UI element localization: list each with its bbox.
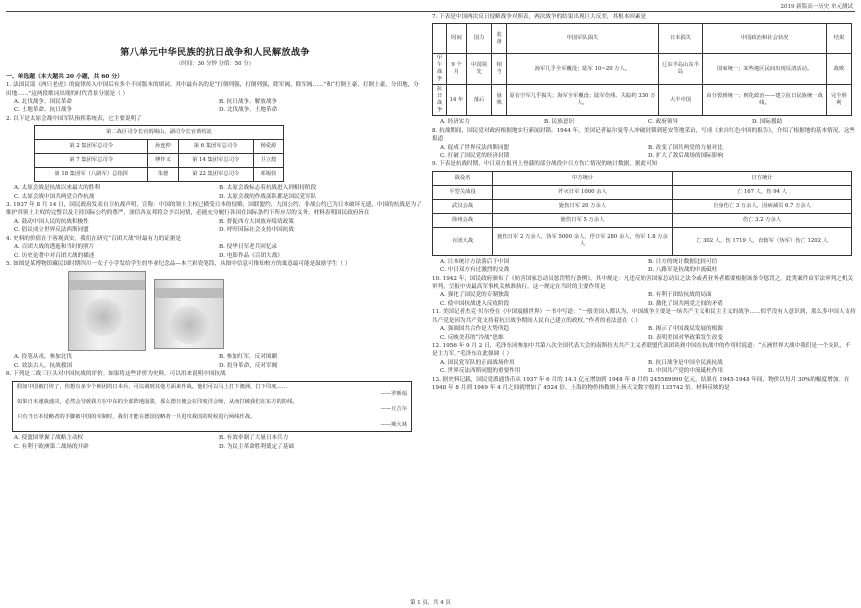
brush-pot-image (68, 271, 146, 351)
option-a: A. 强调国共合作是大势所趋 (440, 326, 510, 333)
table-header-row (433, 171, 852, 185)
table-header (433, 24, 447, 54)
option-b: B. 日方的统计数据比较可信 (648, 258, 718, 265)
quote-text: 只有当日本侵略者的手脚被中国的牵制时，我们才能在德国侵略者一旦进攻我国的时候进行两线作战。 (17, 413, 256, 420)
option-b: B. 有效牵制了大量日本兵力 (219, 435, 289, 442)
option-a: A. 日本统计方法落后于中国 (440, 258, 510, 265)
table-row (35, 140, 284, 154)
question-7 (432, 13, 856, 127)
option-b: B. 改变了国共两党的力量对比 (648, 144, 723, 151)
table-cell: 朱德 (148, 168, 178, 182)
table-cell: 9 个月 (447, 54, 467, 85)
question-stem: 8. 抗战期间，国民党对政府根据地实行新闻封锁。1944 年，美国记者福尔曼等人冲破封锁到延安等地采访，写成《来自红色中国的报告》，介绍了根据地的基本情况。这些报道 (432, 127, 856, 143)
casualty-table (432, 171, 852, 256)
table-cell: 卫立煌 (253, 154, 283, 168)
option-c: C. 打破了国民党的经济封锁 (440, 153, 510, 160)
table-cell: 武汉会战 (433, 199, 493, 213)
table-header: 战役名 (433, 171, 493, 185)
question-stem: 12. 1956 年 9 月 2 日，毛泽东同参加中共第八次全国代表大会的南斯拉夫共产主义者联盟代表团谈到中国在抗战中的作用时说道：“五洲世界大战中我们是一个支队，不是主力军。”毛泽东在此强调（ ） (432, 342, 851, 358)
question-stem: 11. 美国记者杰克·贝尔登在《中国震撼世界》一书中写道：“一般美国人都认为，中国战争主要是一场共产主义和民主主义的战争……似乎没有人意识到，那么多中国人支持共产党是因为共产党支持着抗日战争期间人民自己建立的政权。”作者的看法意在（ ） (432, 309, 856, 324)
option-c: C. 倡议成立世界反法西斯同盟 (14, 227, 89, 234)
option-a: A. 经济实力 (440, 119, 470, 126)
table-cell: 杨爱源 (253, 140, 283, 154)
question-stem: 3. 1937 年 8 月 14 日，国民政府发表自卫抗战声明，宣称：中国的领土主权已横受日本的侵略，国联盟约、九国公约、非战公约已为日本破坏无遗，中国的抗战是为了维护其领土主权的完整以及主持国际公约的尊严，深信各友邦将会予以同情，必能充分履行各国在国际条约下所应尽的义务。材料表明国民政府旨在 (6, 202, 422, 217)
table-cell: 毙伤日军 5 万余人 (493, 213, 673, 227)
command-table (34, 125, 284, 182)
option-a: A. 使盟国掌握了战略主动权 (14, 435, 84, 442)
table-cell: 邓锡侯 (253, 168, 283, 182)
quote-source: ——丘吉尔 (380, 406, 407, 413)
table-cell: 悬殊 (492, 85, 507, 116)
question-8 (432, 127, 856, 161)
table-row (35, 154, 284, 168)
question-stem: 10. 1942 年，国民政府颁布了《妨害国家总动员惩罚暂行条例》，其中规定：凡违反妨害国家总动员之法令或者业务者都要根据该条令惩罚之。此类案件由军法审判之机关审判，呈报中央最高军事机关核准执行。这一规定在当时的主要作用是 (432, 275, 854, 291)
table-cell: 甲午战争 (433, 54, 447, 85)
table-cell: 第 14 集团军总司令 (178, 154, 253, 168)
table-header: 中国政治和社会状况 (703, 24, 827, 54)
table-cell: 第 2 集团军总司令 (35, 140, 148, 154)
table-header: 装备 (492, 24, 507, 54)
option-c: C. 土地革命、抗日战争 (14, 107, 72, 114)
question-2 (6, 115, 424, 201)
war-comparison-table (432, 23, 852, 116)
table-header: 中国军队损失 (507, 24, 658, 54)
option-c: C. 世界反法西斯同盟的重要作用 (440, 368, 521, 375)
table-title: 第二战区司令长官阎锡山、副司令长官黄绍竑 (35, 126, 284, 140)
table-cell: 徐州会战 (433, 213, 493, 227)
option-d: D. 表明美国对华政策发生改变 (648, 334, 723, 341)
table-header: 中方统计 (493, 171, 673, 185)
table-cell: 由分裂到统一；则化政治——建立抗日民族统一战线。 (703, 85, 827, 116)
option-b: B. 揭示了中国战局发展的根源 (648, 326, 723, 333)
table-row (433, 213, 852, 227)
option-d: D. 中国共产党的中流砥柱作用 (648, 368, 723, 375)
question-3 (6, 201, 424, 235)
table-cell: 孙连仲 (148, 140, 178, 154)
option-c: C. 使中国抗战进入反攻阶段 (440, 300, 510, 307)
option-c: C. 反映美苏的“冷战”思维 (440, 334, 504, 341)
brush-pot-image (154, 279, 224, 349)
table-row (433, 54, 852, 85)
table-cell: 海军几乎全军覆没；陆军 10~20 万人。 (507, 54, 658, 85)
question-10 (432, 275, 856, 309)
option-a: A. 促成了世界反法西斯同盟 (440, 144, 510, 151)
quote-box (12, 381, 412, 433)
option-b: B. 督促西方大国放弃绥靖政策 (219, 218, 294, 225)
table-cell: 亡 167 人，伤 94 人 (673, 185, 852, 199)
question-4 (6, 235, 424, 260)
option-a: A. 北伐战争、国民革命 (14, 99, 72, 106)
exam-title: 第八单元中华民族的抗日战争和人民解放战争 (120, 47, 310, 58)
table-cell: 百团大战 (433, 227, 493, 255)
table-cell: 平型关战役 (433, 185, 493, 199)
option-d: D. 为民主革命胜利奠定了基础 (219, 443, 294, 450)
table-cell: 完全胜利 (826, 85, 851, 116)
option-c: C. 有利于欧洲第二战场的开辟 (14, 443, 89, 450)
table-header: 时间 (447, 24, 467, 54)
table-row (35, 168, 284, 182)
table-row (433, 85, 852, 116)
question-stem: 13. 据史料记载，国民党派通货币从 1937 年 6 月的 14.1 亿元增加到 1948 年 8 月的 245589990 亿元，结果在 1945-1948 年间，物价以每月 30%的幅度增加。在 1948 年 8 月到 1949 年 4 月之间就增加了 4524 倍，上海的物价指数则上扬天文数字般的 135742 倍。材料反映的是 (432, 376, 850, 391)
table-cell: 自身伤亡 3 万余人，因病减员 6.7 万余人 (673, 199, 852, 213)
table-cell: 中国领先 (467, 54, 492, 85)
table-cell: 抗日战争 (433, 85, 447, 116)
table-cell: 伤亡 3.2 万余人 (673, 213, 852, 227)
table-cell: 原有空军几乎损失；海军全军覆没；陆军伤残、失踪约 330 万人。 (507, 85, 658, 116)
option-d: D. 激化了国共两党之间的矛盾 (648, 300, 723, 307)
option-d: D. 投身革命，反对军阀 (219, 362, 278, 369)
option-c: C. 效法古人，抗战救国 (14, 362, 72, 369)
table-row (433, 199, 852, 213)
option-d: D. 北伐战争、土地革命 (219, 107, 278, 114)
table-row (433, 227, 852, 255)
table-header: 结果 (826, 24, 851, 54)
section-heading: 一、单选题（本大题共 20 小题，共 60 分） (6, 73, 123, 80)
option-b: B. 参加红军，反对围剿 (219, 354, 278, 361)
quote-source: ——罗斯福 (380, 391, 407, 398)
option-b: B. 有利于团结抗战的局面 (648, 292, 712, 299)
table-cell: 第 22 集团军总司令 (178, 168, 253, 182)
question-1 (6, 81, 424, 115)
table-header: 日方统计 (673, 171, 852, 185)
option-b: B. 侵华日军老兵回忆录 (219, 244, 278, 251)
option-c: C. 中日双方有过激烈的交战 (440, 267, 510, 274)
option-b: B. 抗日战争、解放战争 (219, 99, 278, 106)
option-b: B. 民族意识 (544, 119, 575, 126)
table-cell: 落后 (467, 85, 492, 116)
exam-subtitle: （时间：30 分钟 分值：50 分） (175, 61, 255, 68)
option-a: A. 强化了国民党的专制独裁 (440, 292, 510, 299)
option-d: D. 八路军是抗战的中流砥柱 (648, 267, 718, 274)
question-stem: 4. 史料的价值在于客观真实，我们在研究“百团大战”时最有力的证据是 (6, 235, 182, 242)
table-row (433, 185, 852, 199)
question-stem: 6. 下列是二战三巨头对中国抗战的评价。如果将这些评价为史料，可以用来说明中国抗战 (6, 371, 226, 378)
question-stem: 5. 如图是某博物馆藏民国时期四川一女子小学发给学生的毕业纪念品—木兰彩瓷笔筒，从图中信息可推知校方的寓意最可能是鼓励学生（ ） (6, 260, 351, 267)
option-c: C. 太原会战中国共两党合作抗战 (14, 193, 95, 200)
question-13 (432, 376, 856, 393)
table-cell: 亡 302 人，伤 1719 人，直辖军（伪军）伤亡 1202 人 (673, 227, 852, 255)
question-stem: 1. 法国民谣《两只老虎》的旋律传入中国后有多个不同版本的填词。其中最有名的是“打倒列强，打倒列强，除军阀，除军阀……”和“打倒土豪，打倒土豪，分田地，分田地……”这两段歌词出现的时代背景分别是（ ） (6, 82, 419, 97)
table-cell: 第 6 集团军总司令 (178, 140, 253, 154)
option-d: D. 呼吁国际社会支持中国抗战 (219, 227, 294, 234)
option-b: B. 太原会战标志着抗战进入到相持阶段 (219, 185, 317, 192)
right-column (432, 13, 856, 392)
table-header: 国力 (467, 24, 492, 54)
option-d: D. 国际援助 (752, 119, 783, 126)
option-a: A. 鼓动中国人民的抗战积极性 (14, 218, 89, 225)
quote-text: 假如中国被打垮了，你想有多少个师团的日本兵，可以调到其他方面来作战。他们可以马上打下澳洲，打下印度…… (17, 383, 288, 390)
option-a: A. 百团大战的透迤和当时的照片 (14, 244, 95, 251)
option-a: A. 投笔从戎，参加北伐 (14, 354, 72, 361)
table-cell: 第 7 集团军总司令 (35, 154, 148, 168)
question-5 (6, 260, 424, 370)
header-text: 2019 新版高一历史 单元测试 (780, 4, 853, 10)
table-cell: 第 18 集团军（八路军）总指挥 (35, 168, 148, 182)
table-cell: 辽东半岛山东半岛 (658, 54, 703, 85)
quote-text: 如果日本速战速决，必然会导致我方在中东的全部阵地崩溃，那么德日便会在印度洋会师，从而打破我们在东方的防线。 (17, 398, 298, 405)
question-12 (432, 342, 856, 376)
quote-source: ——斯大林 (380, 421, 407, 428)
option-b: B. 抗日战争是中国全民族抗战 (648, 359, 723, 366)
question-stem: 7. 下表是中国两次反日侵略战争对照表，两次战争的结果出现巨大反差，其根本因素是 (432, 14, 647, 20)
option-c: C. 政府领导 (648, 119, 679, 126)
table-header: 日本损失 (658, 24, 703, 54)
header-divider (6, 11, 855, 12)
question-stem: 2. 以下是太原会战中国军队指挥系统表，它主要说明了 (6, 115, 142, 122)
option-a: A. 国民党军队的正面战场作用 (440, 359, 515, 366)
question-stem: 9. 下表是抗战时期，中日双方报刊上登载的部分战役中日方伤亡情况的统计数据，据此可知 (432, 161, 658, 168)
table-header-row (433, 24, 852, 54)
option-d: D. 扩大了敌后战场的国际影响 (648, 153, 723, 160)
table-cell: 毙伤日军 20 万余人 (493, 199, 673, 213)
option-d: D. 太原会战的作战部队都是国民党军队 (219, 193, 317, 200)
option-c: C. 历史论著中对百团大战的描述 (14, 252, 95, 259)
page-footer: 第 1 页，共 4 页 (410, 600, 451, 606)
table-cell: 14 年 (447, 85, 467, 116)
question-11 (432, 308, 856, 342)
table-cell: 相当 (492, 54, 507, 85)
table-cell: 战败 (826, 54, 851, 85)
table-cell: 大半中国 (658, 85, 703, 116)
brush-pot-photo (68, 271, 424, 351)
left-column (6, 13, 424, 451)
table-cell: 歼灭日军 1000 余人 (493, 185, 673, 199)
question-9 (432, 160, 856, 274)
table-cell: 毙伤日军 2 万余人，伪军 5000 余人，俘日军 280 余人，伪军 1.8 万余人 (493, 227, 673, 255)
option-a: A. 太原会战是抗战以来最大的胜利 (14, 185, 100, 192)
question-6 (6, 370, 424, 451)
option-d: D. 电影作品《百团大战》 (219, 252, 283, 259)
table-cell: 国家统一；某些地区民间出现反清活动。 (703, 54, 827, 85)
table-cell: 傅作义 (148, 154, 178, 168)
